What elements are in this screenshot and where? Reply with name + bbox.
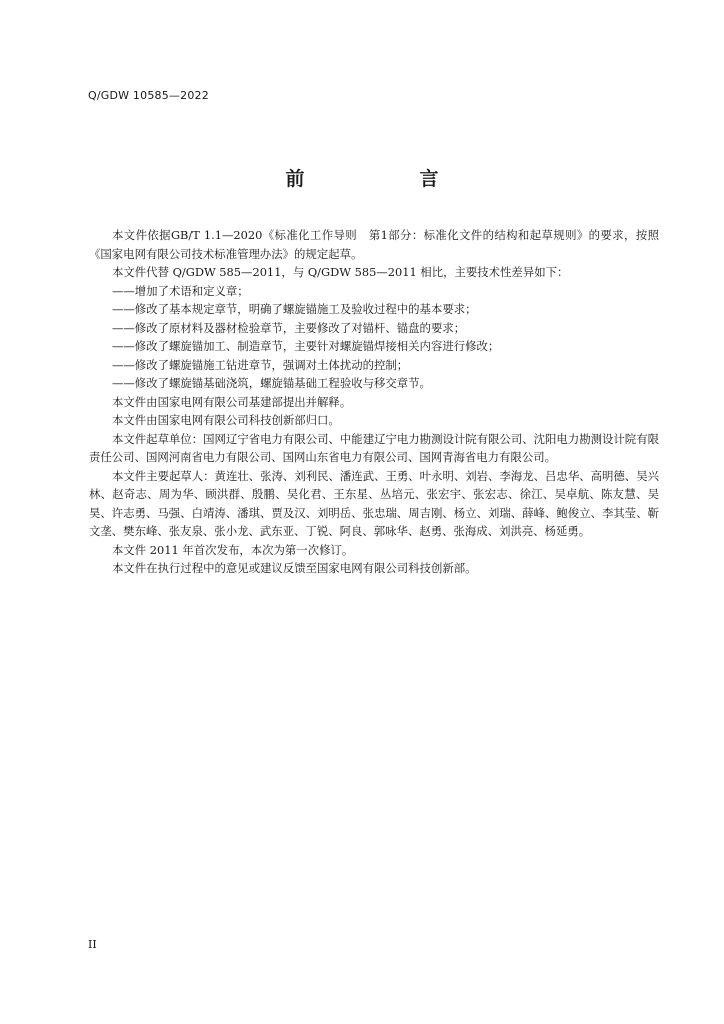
paragraph-history: 本文件 2011 年首次发布，本次为第一次修订。	[112, 542, 354, 557]
paragraph-basis: 本文件依据GB/T 1.1—2020《标准化工作导则 第1部分：标准化文件的结构和起草规则》的要求，按照《国家电网有限公司技术标准管理办法》的规定起草。	[89, 228, 659, 261]
paragraph-replacement: 本文件代替 Q/GDW 585—2011，与 Q/GDW 585—2011 相比，主要技术性差异如下：	[112, 265, 569, 279]
change-item: ——增加了术语和定义章；	[112, 283, 249, 298]
paragraph-drafting-units: 本文件起草单位：国网辽宁省电力有限公司、中能建辽宁电力勘测设计院有限公司、沈阳电力勘测设计院有限责任公司、国网河南省电力有限公司、国网山东省电力有限公司、国网青海省电力有限公司。	[89, 431, 659, 464]
foreword-body	[89, 226, 659, 578]
change-item: ——修改了原材料及器材检验章节，主要修改了对锚杆、锚盘的要求；	[112, 320, 466, 335]
paragraph-centralizer: 本文件由国家电网有限公司科技创新部归口。	[112, 413, 340, 427]
page-title: 前 言	[285, 168, 487, 190]
standard-code: Q/GDW 10585—2022	[88, 89, 209, 102]
page-number: II	[88, 938, 97, 951]
paragraph-drafters: 本文件主要起草人：黄连壮、张涛、刘利民、潘连武、王勇、叶永明、刘岩、李海龙、吕忠华、高明德、吴兴林、赵奇志、周为华、顾洪群、殷鹏、吴化君、王东星、丛培元、张宏宇、张宏志、徐江、吴卓航、陈友慧、吴昊、许志勇、马强、白靖涛、潘琪、贾及汉、刘明岳、张忠瑞、周吉刚、杨立、刘瑞、薛峰、鲍俊立、李其莹、靳文垄、樊东峰、张友泉、张小龙、武东亚、丁锐、阿良、郭咏华、赵勇、张海成、刘洪亮、杨延勇。	[89, 468, 659, 538]
change-item: ——修改了基本规定章节，明确了螺旋锚施工及验收过程中的基本要求；	[112, 302, 477, 316]
paragraph-feedback: 本文件在执行过程中的意见或建议反馈至国家电网有限公司科技创新部。	[112, 561, 477, 575]
change-item: ——修改了螺旋锚基础浇筑，螺旋锚基础工程验收与移交章节。	[112, 376, 431, 390]
change-item: ——修改了螺旋锚施工钻进章节，强调对土体扰动的控制；	[112, 357, 409, 372]
paragraph-proposer: 本文件由国家电网有限公司基建部提出并解释。	[112, 394, 352, 409]
change-item: ——修改了螺旋锚加工、制造章节，主要针对螺旋锚焊接相关内容进行修改；	[112, 339, 500, 353]
